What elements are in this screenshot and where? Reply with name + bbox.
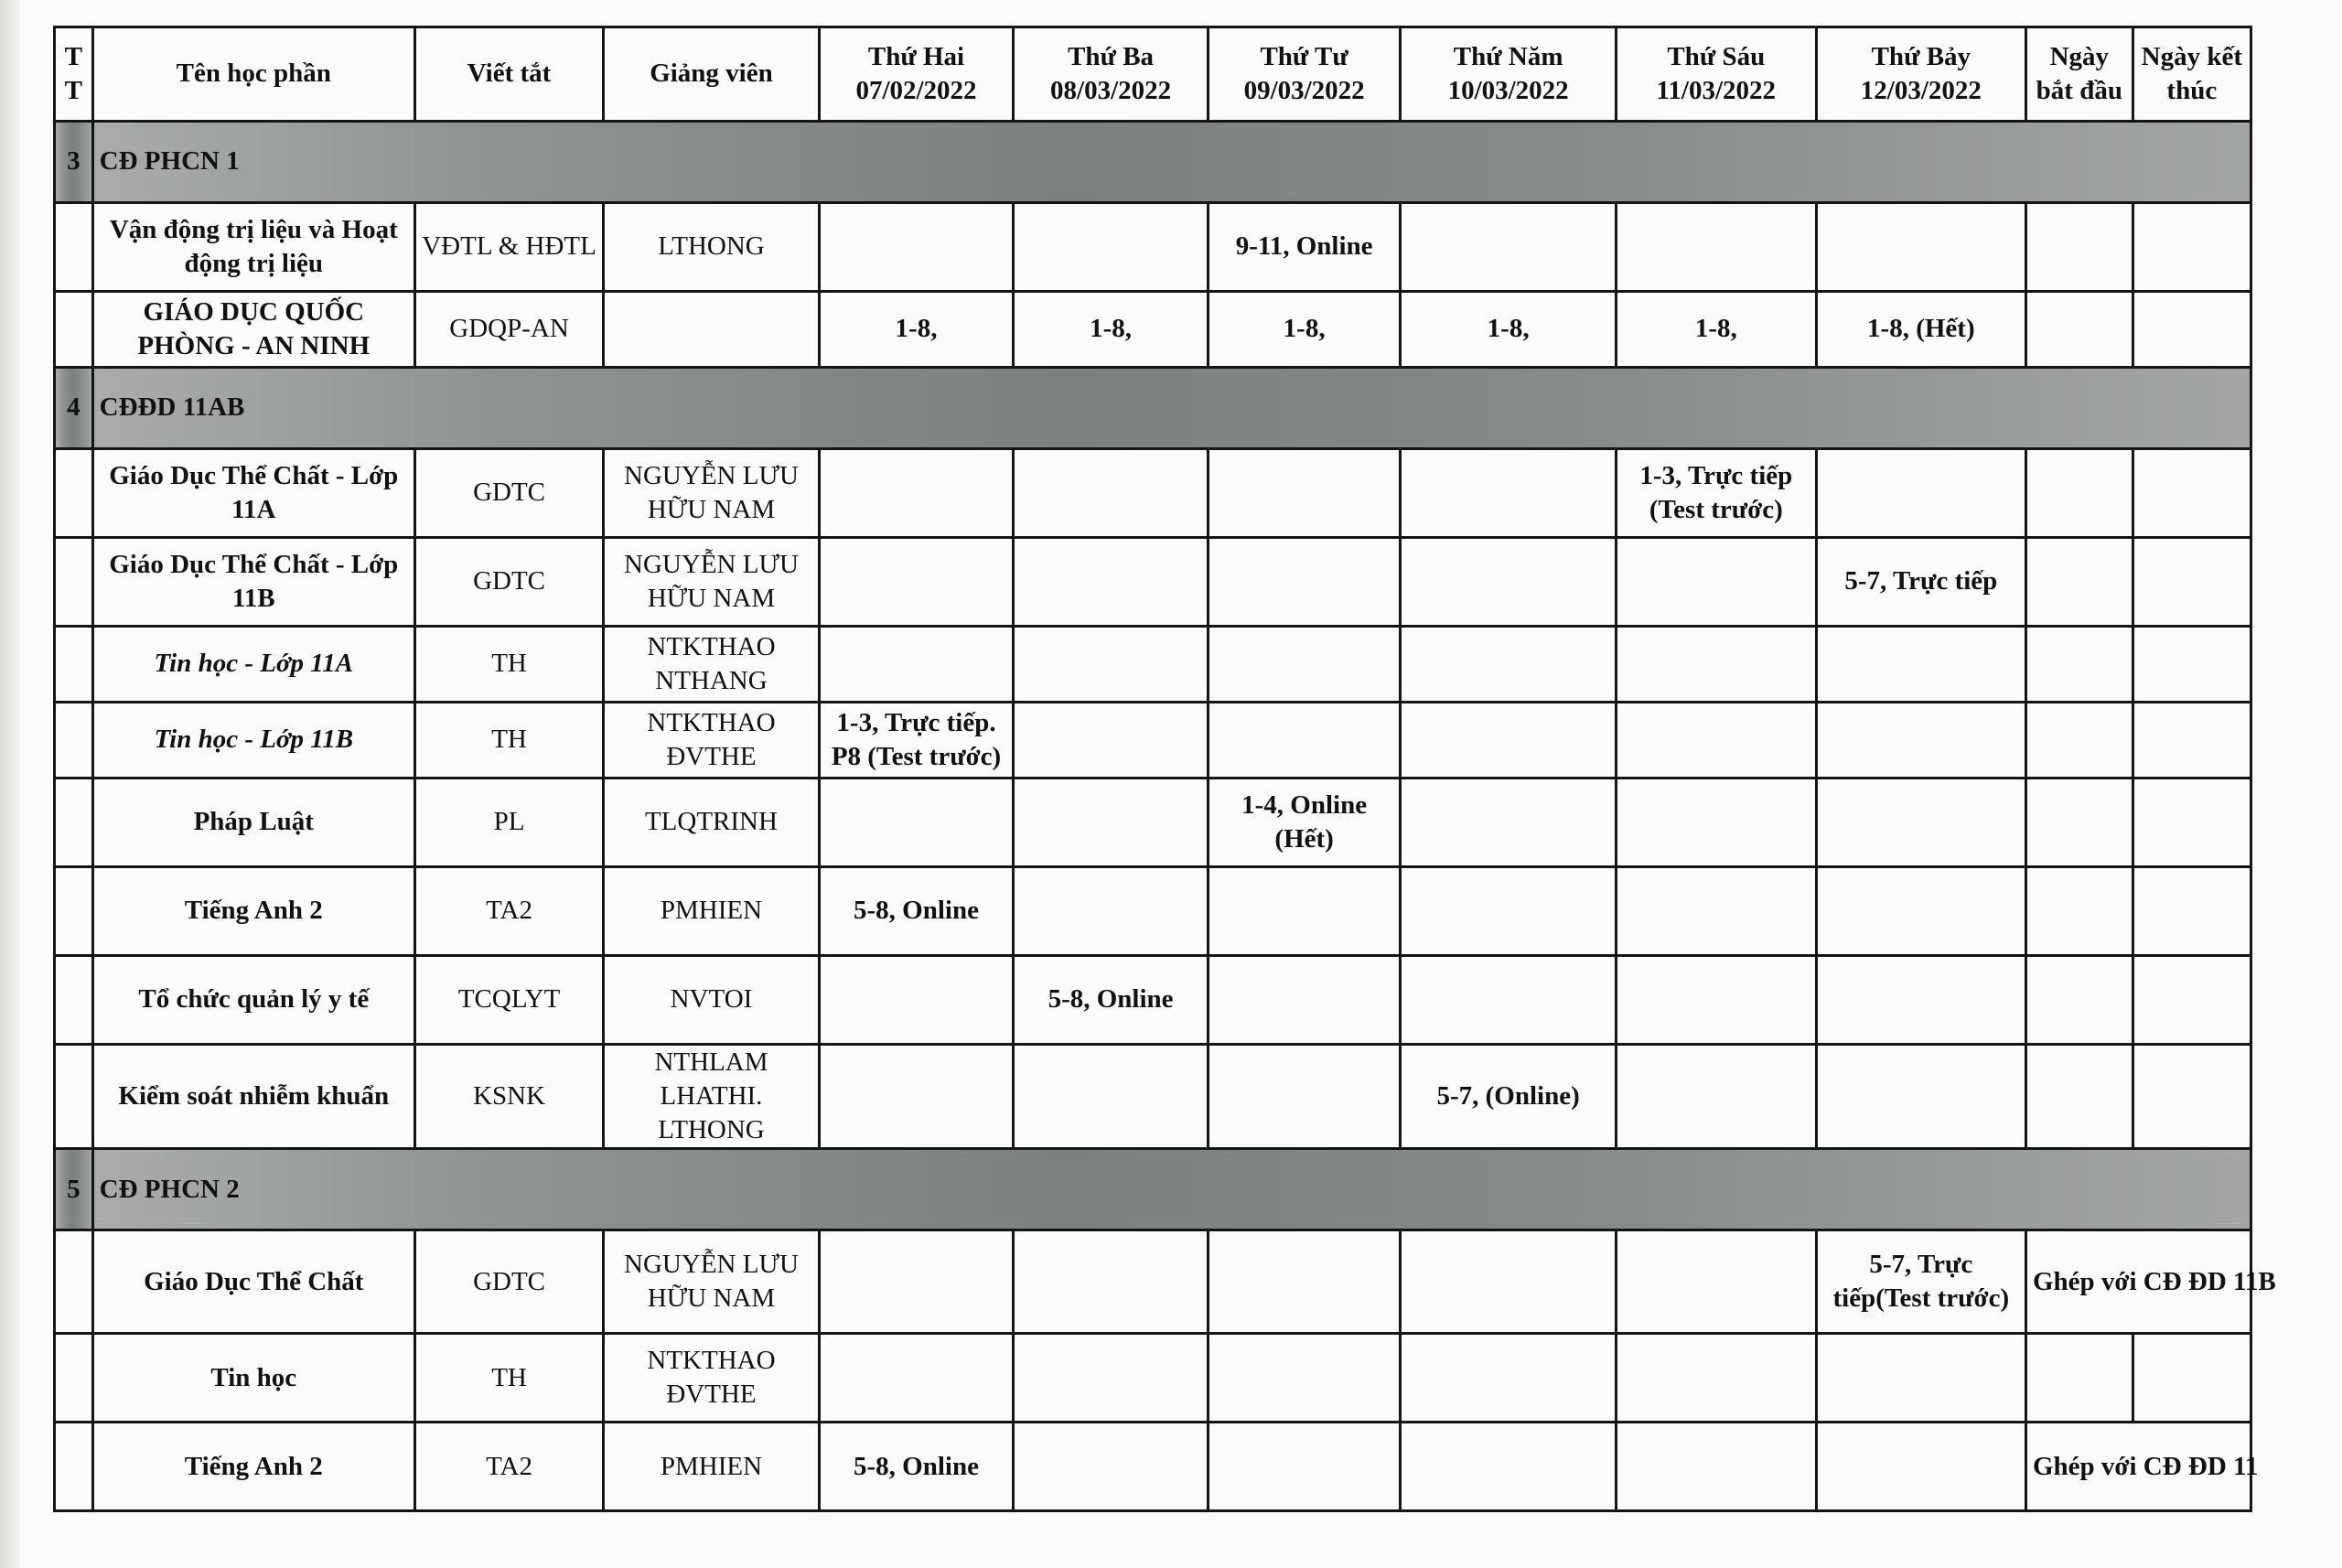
row-index	[55, 627, 93, 703]
cell-wed	[1208, 1230, 1401, 1334]
cell-wed	[1208, 449, 1401, 538]
cell-thu: 5-7, (Online)	[1401, 1045, 1617, 1149]
header-day-thu: Thứ Năm 10/03/2022	[1401, 27, 1617, 122]
row-index	[55, 1230, 93, 1334]
cell-end	[2133, 956, 2251, 1045]
cell-start	[2025, 449, 2133, 538]
row-index	[55, 203, 93, 292]
cell-wed: 1-8,	[1208, 292, 1401, 368]
cell-thu: 1-8,	[1401, 292, 1617, 368]
course-name: Kiểm soát nhiễm khuẩn	[92, 1045, 414, 1149]
cell-mon: 1-3, Trực tiếp. P8 (Test trước)	[819, 703, 1014, 779]
course-abbr: VĐTL & HĐTL	[414, 203, 603, 292]
cell-tue	[1014, 449, 1209, 538]
cell-sat	[1816, 1045, 2025, 1149]
cell-fri	[1616, 1334, 1816, 1423]
cell-mon: 5-8, Online	[819, 867, 1014, 956]
course-name: Giáo Dục Thể Chất	[92, 1230, 414, 1334]
cell-tue	[1014, 538, 1209, 627]
cell-wed	[1208, 956, 1401, 1045]
cell-start	[2025, 779, 2133, 867]
row-index	[55, 1334, 93, 1423]
row-index	[55, 292, 93, 368]
cell-end	[2133, 203, 2251, 292]
cell-start	[2025, 292, 2133, 368]
cell-tue	[1014, 1334, 1209, 1423]
section-title: CĐ PHCN 2	[92, 1149, 2251, 1230]
section-title: CĐĐD 11AB	[92, 368, 2251, 449]
cell-fri	[1616, 203, 1816, 292]
header-course-name: Tên học phần	[92, 27, 414, 122]
course-name: Tổ chức quản lý y tế	[92, 956, 414, 1045]
cell-fri	[1616, 627, 1816, 703]
cell-mon: 1-8,	[819, 292, 1014, 368]
cell-fri: 1-3, Trực tiếp (Test trước)	[1616, 449, 1816, 538]
cell-tue	[1014, 203, 1209, 292]
cell-end	[2133, 703, 2251, 779]
table-row	[55, 1230, 2251, 1334]
cell-wed	[1208, 1045, 1401, 1149]
table-row	[55, 956, 2251, 1045]
table-row	[55, 779, 2251, 867]
course-abbr: TA2	[414, 867, 603, 956]
course-name: Tiếng Anh 2	[92, 867, 414, 956]
course-name: Vận động trị liệu và Hoạt động trị liệu	[92, 203, 414, 292]
row-index	[55, 1423, 93, 1511]
course-abbr: TCQLYT	[414, 956, 603, 1045]
cell-mon	[819, 449, 1014, 538]
cell-tue: 1-8,	[1014, 292, 1209, 368]
header-day-tue: Thứ Ba 08/03/2022	[1014, 27, 1209, 122]
cell-thu	[1401, 867, 1617, 956]
section-row	[55, 368, 2251, 449]
table-row	[55, 1423, 2251, 1511]
cell-fri	[1616, 703, 1816, 779]
row-index	[55, 867, 93, 956]
cell-end	[2133, 867, 2251, 956]
lecturer	[604, 292, 820, 368]
lecturer: NGUYỄN LƯU HỮU NAM	[604, 538, 820, 627]
cell-tue	[1014, 1045, 1209, 1149]
cell-end	[2133, 449, 2251, 538]
cell-thu	[1401, 703, 1617, 779]
cell-start	[2025, 538, 2133, 627]
table-row	[55, 292, 2251, 368]
cell-fri	[1616, 1045, 1816, 1149]
cell-fri	[1616, 956, 1816, 1045]
cell-tue	[1014, 1423, 1209, 1511]
section-number: 3	[55, 122, 93, 203]
cell-thu	[1401, 627, 1617, 703]
cell-wed	[1208, 538, 1401, 627]
merge-note: Ghép với CĐ ĐD 11B	[2025, 1230, 2251, 1334]
lecturer: TLQTRINH	[604, 779, 820, 867]
lecturer: LTHONG	[604, 203, 820, 292]
course-abbr: GDTC	[414, 1230, 603, 1334]
section-number: 5	[55, 1149, 93, 1230]
table-row	[55, 867, 2251, 956]
cell-sat	[1816, 867, 2025, 956]
header-end-date: Ngày kết thúc	[2133, 27, 2251, 122]
course-abbr: TH	[414, 703, 603, 779]
cell-wed	[1208, 1423, 1401, 1511]
cell-mon	[819, 203, 1014, 292]
table-row	[55, 1045, 2251, 1149]
cell-start	[2025, 627, 2133, 703]
table-row	[55, 538, 2251, 627]
cell-fri	[1616, 538, 1816, 627]
course-abbr: PL	[414, 779, 603, 867]
cell-mon	[819, 627, 1014, 703]
row-index	[55, 956, 93, 1045]
cell-end	[2133, 538, 2251, 627]
course-name: Tin học - Lớp 11A	[92, 627, 414, 703]
cell-wed	[1208, 627, 1401, 703]
table-row	[55, 627, 2251, 703]
page-edge-shadow	[0, 0, 20, 1568]
cell-tue	[1014, 779, 1209, 867]
cell-sat	[1816, 449, 2025, 538]
cell-mon	[819, 956, 1014, 1045]
cell-fri: 1-8,	[1616, 292, 1816, 368]
cell-thu	[1401, 203, 1617, 292]
cell-fri	[1616, 779, 1816, 867]
course-abbr: GDQP-AN	[414, 292, 603, 368]
cell-tue	[1014, 1230, 1209, 1334]
cell-end	[2133, 779, 2251, 867]
row-index	[55, 779, 93, 867]
course-name: GIÁO DỤC QUỐC PHÒNG - AN NINH	[92, 292, 414, 368]
header-day-mon: Thứ Hai 07/02/2022	[819, 27, 1014, 122]
lecturer: NTKTHAO NTHANG	[604, 627, 820, 703]
cell-wed	[1208, 867, 1401, 956]
course-abbr: GDTC	[414, 538, 603, 627]
cell-thu	[1401, 956, 1617, 1045]
row-index	[55, 449, 93, 538]
cell-start	[2025, 703, 2133, 779]
header-row	[55, 27, 2251, 122]
row-index	[55, 1045, 93, 1149]
cell-start	[2025, 867, 2133, 956]
cell-sat	[1816, 1334, 2025, 1423]
lecturer: NTKTHAO ĐVTHE	[604, 1334, 820, 1423]
table-row	[55, 703, 2251, 779]
section-row	[55, 122, 2251, 203]
cell-tue	[1014, 627, 1209, 703]
header-day-fri: Thứ Sáu 11/03/2022	[1616, 27, 1816, 122]
cell-mon	[819, 1230, 1014, 1334]
table-row	[55, 449, 2251, 538]
table-row	[55, 1334, 2251, 1423]
cell-tue: 5-8, Online	[1014, 956, 1209, 1045]
course-abbr: TH	[414, 1334, 603, 1423]
cell-fri	[1616, 1230, 1816, 1334]
cell-mon	[819, 538, 1014, 627]
cell-mon: 5-8, Online	[819, 1423, 1014, 1511]
cell-thu	[1401, 1334, 1617, 1423]
header-day-wed: Thứ Tư 09/03/2022	[1208, 27, 1401, 122]
course-name: Pháp Luật	[92, 779, 414, 867]
cell-sat: 1-8, (Hết)	[1816, 292, 2025, 368]
course-name: Giáo Dục Thể Chất - Lớp 11A	[92, 449, 414, 538]
lecturer: NTKTHAO ĐVTHE	[604, 703, 820, 779]
cell-mon	[819, 1334, 1014, 1423]
cell-start	[2025, 203, 2133, 292]
course-name: Giáo Dục Thể Chất - Lớp 11B	[92, 538, 414, 627]
cell-thu	[1401, 1423, 1617, 1511]
cell-sat	[1816, 779, 2025, 867]
cell-sat	[1816, 703, 2025, 779]
section-title: CĐ PHCN 1	[92, 122, 2251, 203]
cell-wed	[1208, 1334, 1401, 1423]
schedule-table	[53, 26, 2276, 1512]
cell-start	[2025, 1334, 2133, 1423]
lecturer: NGUYỄN LƯU HỮU NAM	[604, 1230, 820, 1334]
section-number: 4	[55, 368, 93, 449]
merge-note: Ghép với CĐ ĐD 11	[2025, 1423, 2251, 1511]
cell-sat: 5-7, Trực tiếp	[1816, 538, 2025, 627]
table-row	[55, 203, 2251, 292]
course-abbr: TA2	[414, 1423, 603, 1511]
cell-sat	[1816, 203, 2025, 292]
cell-thu	[1401, 779, 1617, 867]
course-name: Tin học	[92, 1334, 414, 1423]
cell-thu	[1401, 1230, 1617, 1334]
lecturer: NVTOI	[604, 956, 820, 1045]
course-abbr: TH	[414, 627, 603, 703]
section-row	[55, 1149, 2251, 1230]
course-name: Tiếng Anh 2	[92, 1423, 414, 1511]
cell-sat	[1816, 1423, 2025, 1511]
lecturer: NTHLAM LHATHI. LTHONG	[604, 1045, 820, 1149]
cell-thu	[1401, 538, 1617, 627]
cell-fri	[1616, 867, 1816, 956]
cell-end	[2133, 1334, 2251, 1423]
header-abbr: Viết tắt	[414, 27, 603, 122]
cell-mon	[819, 1045, 1014, 1149]
header-lecturer: Giảng viên	[604, 27, 820, 122]
cell-start	[2025, 956, 2133, 1045]
header-tt: T T	[55, 27, 93, 122]
cell-end	[2133, 1045, 2251, 1149]
cell-mon	[819, 779, 1014, 867]
course-abbr: GDTC	[414, 449, 603, 538]
course-name: Tin học - Lớp 11B	[92, 703, 414, 779]
cell-tue	[1014, 703, 1209, 779]
cell-start	[2025, 1045, 2133, 1149]
cell-tue	[1014, 867, 1209, 956]
lecturer: PMHIEN	[604, 867, 820, 956]
row-index	[55, 538, 93, 627]
row-index	[55, 703, 93, 779]
cell-sat	[1816, 956, 2025, 1045]
lecturer: NGUYỄN LƯU HỮU NAM	[604, 449, 820, 538]
cell-thu	[1401, 449, 1617, 538]
header-start-date: Ngày bắt đầu	[2025, 27, 2133, 122]
course-abbr: KSNK	[414, 1045, 603, 1149]
cell-wed	[1208, 703, 1401, 779]
cell-fri	[1616, 1423, 1816, 1511]
cell-sat	[1816, 627, 2025, 703]
cell-sat: 5-7, Trực tiếp(Test trước)	[1816, 1230, 2025, 1334]
cell-wed: 1-4, Online (Hết)	[1208, 779, 1401, 867]
cell-wed: 9-11, Online	[1208, 203, 1401, 292]
cell-end	[2133, 627, 2251, 703]
lecturer: PMHIEN	[604, 1423, 820, 1511]
header-day-sat: Thứ Bảy 12/03/2022	[1816, 27, 2025, 122]
cell-end	[2133, 292, 2251, 368]
